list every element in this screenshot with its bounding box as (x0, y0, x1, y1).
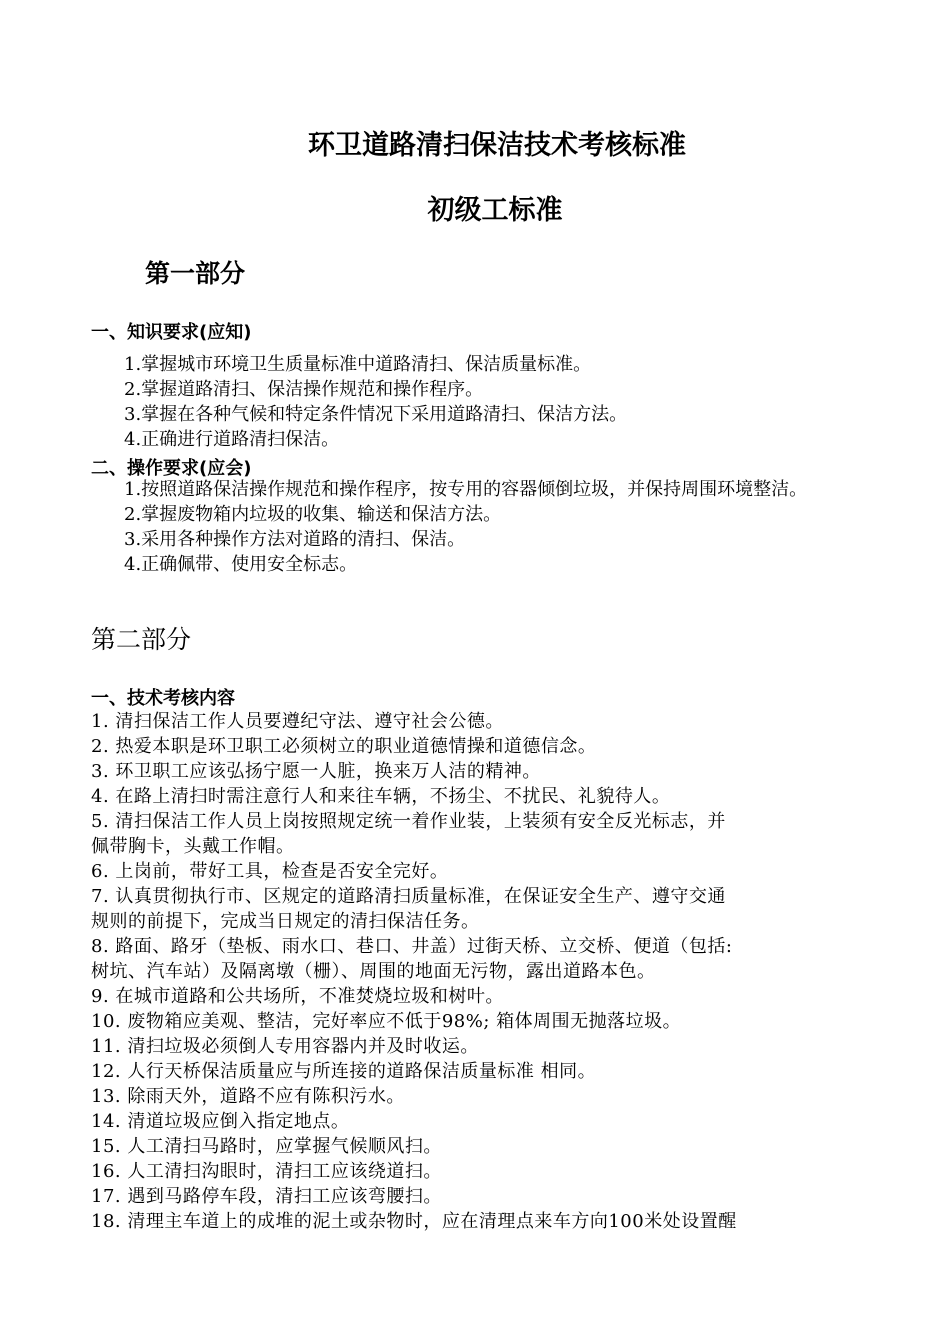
list-item: 1.按照道路保洁操作规范和操作程序，按专用的容器倾倒垃圾，并保持周围环境整洁。 (124, 479, 808, 500)
list-item: 1. 清扫保洁工作人员要遵纪守法、遵守社会公德。 (91, 711, 504, 732)
document-title: 环卫道路清扫保洁技术考核标准 (308, 130, 686, 161)
list-item: 3.掌握在各种气候和特定条件情况下采用道路清扫、保洁方法。 (124, 404, 628, 425)
list-item: 3.采用各种操作方法对道路的清扫、保洁。 (124, 529, 466, 550)
list-item-continuation: 树坑、汽车站）及隔离墩（栅）、周围的地面无污物，露出道路本色。 (91, 961, 656, 982)
assessment-heading: 一、技术考核内容 (91, 688, 235, 709)
list-item: 1.掌握城市环境卫生质量标准中道路清扫、保洁质量标准。 (124, 354, 592, 375)
list-item: 4. 在路上清扫时需注意行人和来往车辆，不扬尘、不扰民、礼貌待人。 (91, 786, 671, 807)
operation-heading: 二、操作要求(应会) (91, 458, 252, 479)
list-item: 17. 遇到马路停车段，清扫工应该弯腰扫。 (91, 1186, 442, 1207)
list-item: 13. 除雨天外，道路不应有陈积污水。 (91, 1086, 405, 1107)
list-item: 7. 认真贯彻执行市、区规定的道路清扫质量标准，在保证安全生产、遵守交通 (91, 886, 726, 907)
list-item: 18. 清理主车道上的成堆的泥土或杂物时，应在清理点来车方向100米处设置醒 (91, 1211, 737, 1232)
operation-list (91, 477, 891, 577)
knowledge-list (91, 352, 891, 452)
list-item: 15. 人工清扫马路时，应掌握气候顺风扫。 (91, 1136, 442, 1157)
list-item: 16. 人工清扫沟眼时，清扫工应该绕道扫。 (91, 1161, 442, 1182)
list-item: 12. 人行天桥保洁质量应与所连接的道路保洁质量标准 相同。 (91, 1061, 597, 1082)
list-item: 2.掌握废物箱内垃圾的收集、输送和保洁方法。 (124, 504, 502, 525)
list-item: 3. 环卫职工应该弘扬宁愿一人脏，换来万人洁的精神。 (91, 761, 541, 782)
list-item: 14. 清道垃圾应倒入指定地点。 (91, 1111, 350, 1132)
list-item: 6. 上岗前，带好工具，检查是否安全完好。 (91, 861, 449, 882)
list-item: 9. 在城市道路和公共场所，不准焚烧垃圾和树叶。 (91, 986, 504, 1007)
list-item: 10. 废物箱应美观、整洁，完好率应不低于98%; 箱体周围无抛落垃圾。 (91, 1011, 682, 1032)
document-subtitle: 初级工标准 (427, 195, 563, 226)
list-item: 11. 清扫垃圾必须倒人专用容器内并及时收运。 (91, 1036, 479, 1057)
list-item: 2. 热爱本职是环卫职工必须树立的职业道德情操和道德信念。 (91, 736, 597, 757)
list-item: 4.正确佩带、使用安全标志。 (124, 554, 358, 575)
knowledge-heading: 一、知识要求(应知) (91, 322, 252, 343)
list-item: 5. 清扫保洁工作人员上岗按照规定统一着作业装，上装须有安全反光标志，并 (91, 811, 726, 832)
list-item: 4.正确进行道路清扫保洁。 (124, 429, 340, 450)
assessment-list (91, 709, 891, 1234)
list-item: 8. 路面、路牙（垫板、雨水口、巷口、井盖）过街天桥、立交桥、便道（包括: (91, 936, 733, 957)
part2-heading: 第二部分 (91, 625, 192, 654)
list-item-continuation: 规则的前提下，完成当日规定的清扫保洁任务。 (91, 911, 480, 932)
list-item-continuation: 佩带胸卡，头戴工作帽。 (91, 836, 295, 857)
list-item: 2.掌握道路清扫、保洁操作规范和操作程序。 (124, 379, 484, 400)
part1-heading: 第一部分 (145, 259, 246, 288)
